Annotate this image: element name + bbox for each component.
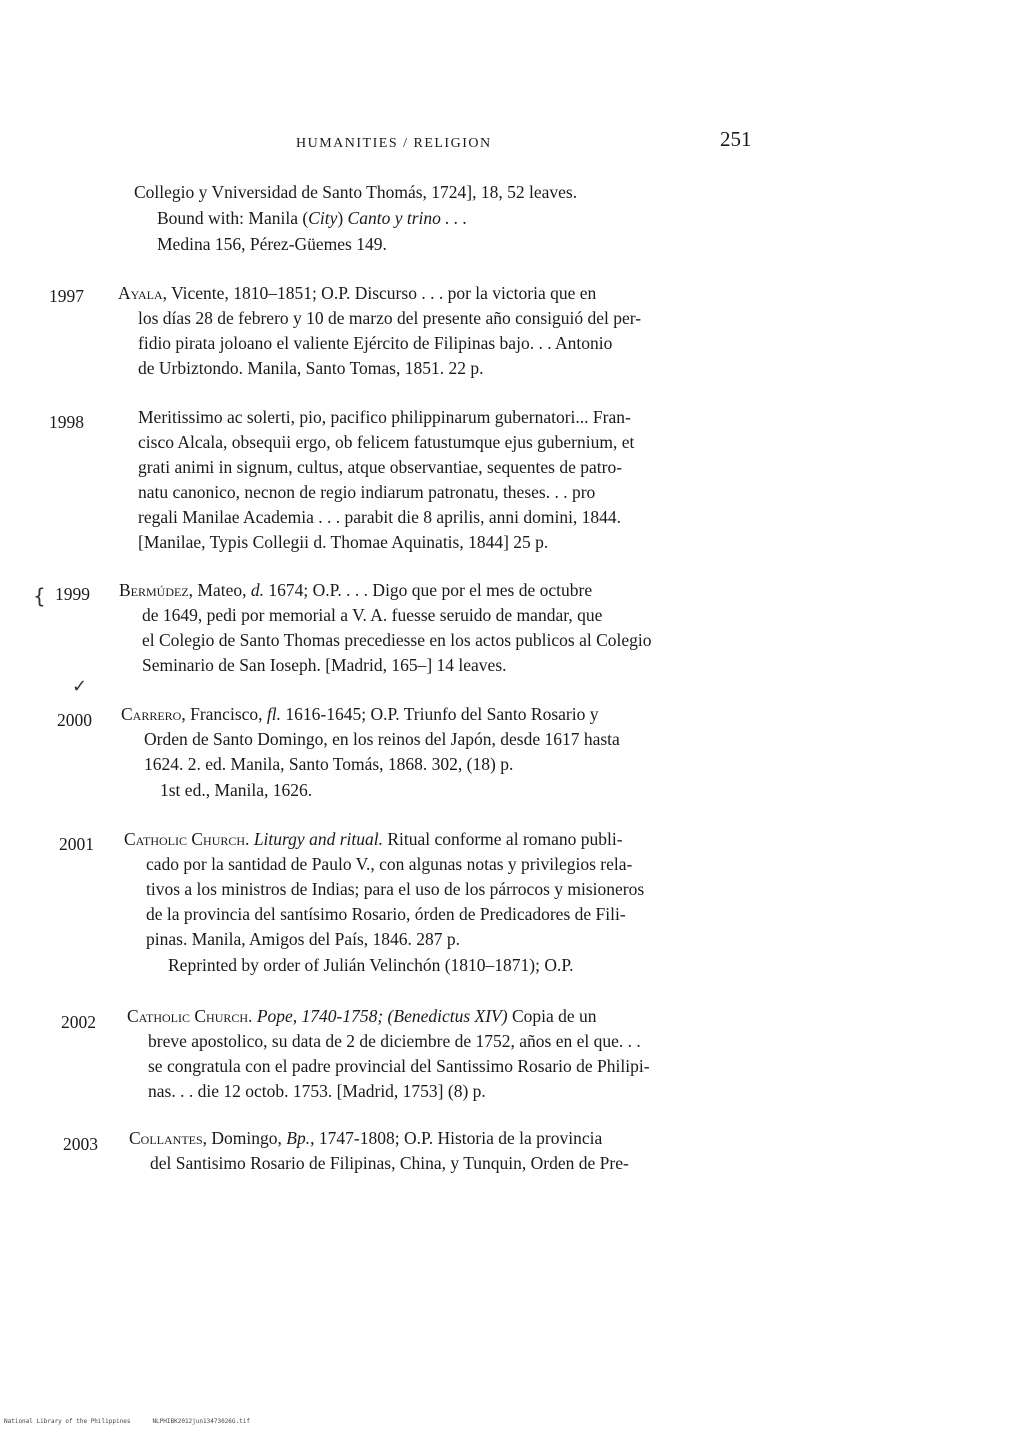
page-number: 251	[720, 127, 752, 151]
handwritten-check-mark: ✓	[72, 676, 88, 697]
entry-number: 2000	[57, 710, 92, 730]
entry-number: 1998	[49, 412, 84, 432]
entry-2001-note: Reprinted by order of Julián Velinchón (1810–1871); O.P.	[168, 955, 574, 975]
continuation-line: Collegio y Vniversidad de Santo Thomás, 1724], 18, 52 leaves.	[134, 182, 578, 202]
entry-1997-line: de Urbiztondo. Manila, Santo Tomas, 1851. 22 p.	[138, 358, 484, 378]
entry-1998-line: grati animi in signum, cultus, atque observantiae, sequentes de patro-	[138, 457, 623, 477]
continuation-note-medina: Medina 156, Pérez-Güemes 149.	[157, 234, 387, 254]
entry-number: 2001	[59, 834, 94, 854]
entry-author: Collantes	[129, 1128, 203, 1148]
footer-library: National Library of the Philippines	[4, 1418, 131, 1425]
entry-2002-line: Catholic Church. Pope, 1740-1758; (Benedictus XIV) Copia de un	[127, 1006, 597, 1026]
scan-footer	[4, 1418, 272, 1425]
entry-1999-line: de 1649, pedi por memorial a V. A. fuesse seruido de mandar, que	[142, 605, 603, 625]
continuation-note-bound-with: Bound with: Manila (City) Canto y trino . . .	[157, 208, 468, 228]
entry-author: Catholic Church.	[124, 829, 250, 849]
entry-2000-note: 1st ed., Manila, 1626.	[160, 780, 313, 800]
entry-1997-line: Ayala, Vicente, 1810–1851; O.P. Discurso . . . por la victoria que en	[118, 283, 597, 303]
entry-1997-line: fidio pirata joloano el valiente Ejército de Filipinas bajo. . . Antonio	[138, 333, 613, 353]
entry-2001-line: pinas. Manila, Amigos del País, 1846. 287 p.	[146, 929, 461, 949]
entry-2001-line: tivos a los ministros de Indias; para el uso de los párrocos y misioneros	[146, 879, 645, 899]
entry-author: Carrero	[121, 704, 182, 724]
entry-number: 2003	[63, 1134, 98, 1154]
running-header: HUMANITIES / RELIGION	[296, 136, 492, 151]
entry-author: Bermúdez	[119, 580, 189, 600]
entry-number: 1997	[49, 286, 84, 306]
entry-2001-line: cado por la santidad de Paulo V., con algunas notas y privilegios rela-	[146, 854, 633, 874]
entry-2002-line: nas. . . die 12 octob. 1753. [Madrid, 1753] (8) p.	[148, 1081, 486, 1101]
entry-2000-line: Orden de Santo Domingo, en los reinos del Japón, desde 1617 hasta	[144, 729, 620, 749]
entry-2002-line: se congratula con el padre provincial del Santissimo Rosario de Philipi-	[148, 1056, 650, 1076]
entry-1998-line: natu canonico, necnon de regio indiarum patronatu, theses. . . pro	[138, 482, 596, 502]
entry-2001-line: Catholic Church. Liturgy and ritual. Ritual conforme al romano publi-	[124, 829, 623, 849]
entry-1997-line: los días 28 de febrero y 10 de marzo del presente año consiguió del per-	[138, 308, 642, 328]
handwritten-bracket-mark: {	[33, 584, 46, 608]
entry-1998-line: Meritissimo ac solerti, pio, pacifico philippinarum gubernatori... Fran-	[138, 407, 631, 427]
footer-code: NLPHIBK2012jun13473026G.tif	[152, 1418, 250, 1425]
entry-1999-line: Bermúdez, Mateo, d. 1674; O.P. . . . Digo que por el mes de octubre	[119, 580, 593, 600]
entry-1998-line: cisco Alcala, obsequii ergo, ob felicem fatustumque ejus gubernium, et	[138, 432, 635, 452]
entry-1999-line: el Colegio de Santo Thomas precediesse en los actos publicos al Colegio	[142, 630, 652, 650]
entry-2002-line: breve apostolico, su data de 2 de diciembre de 1752, años en el que. . .	[148, 1031, 641, 1051]
entry-2003-line: Collantes, Domingo, Bp., 1747-1808; O.P. Historia de la provincia	[129, 1128, 603, 1148]
entry-2001-line: de la provincia del santísimo Rosario, órden de Predicadores de Fili-	[146, 904, 626, 924]
entry-author: Catholic Church.	[127, 1006, 253, 1026]
entry-2000-line: 1624. 2. ed. Manila, Santo Tomás, 1868. 302, (18) p.	[144, 754, 514, 774]
entry-1998-line: [Manilae, Typis Collegii d. Thomae Aquinatis, 1844] 25 p.	[138, 532, 549, 552]
entry-author: Ayala	[118, 283, 163, 303]
entry-2003-line: del Santisimo Rosario de Filipinas, China, y Tunquin, Orden de Pre-	[150, 1153, 629, 1173]
entry-number: 1999	[55, 584, 90, 604]
entry-1998-line: regali Manilae Academia . . . parabit die 8 aprilis, anni domini, 1844.	[138, 507, 622, 527]
entry-2000-line: Carrero, Francisco, fl. 1616-1645; O.P. Triunfo del Santo Rosario y	[121, 704, 599, 724]
entry-1999-line: Seminario de San Ioseph. [Madrid, 165–] 14 leaves.	[142, 655, 507, 675]
entry-number: 2002	[61, 1012, 96, 1032]
